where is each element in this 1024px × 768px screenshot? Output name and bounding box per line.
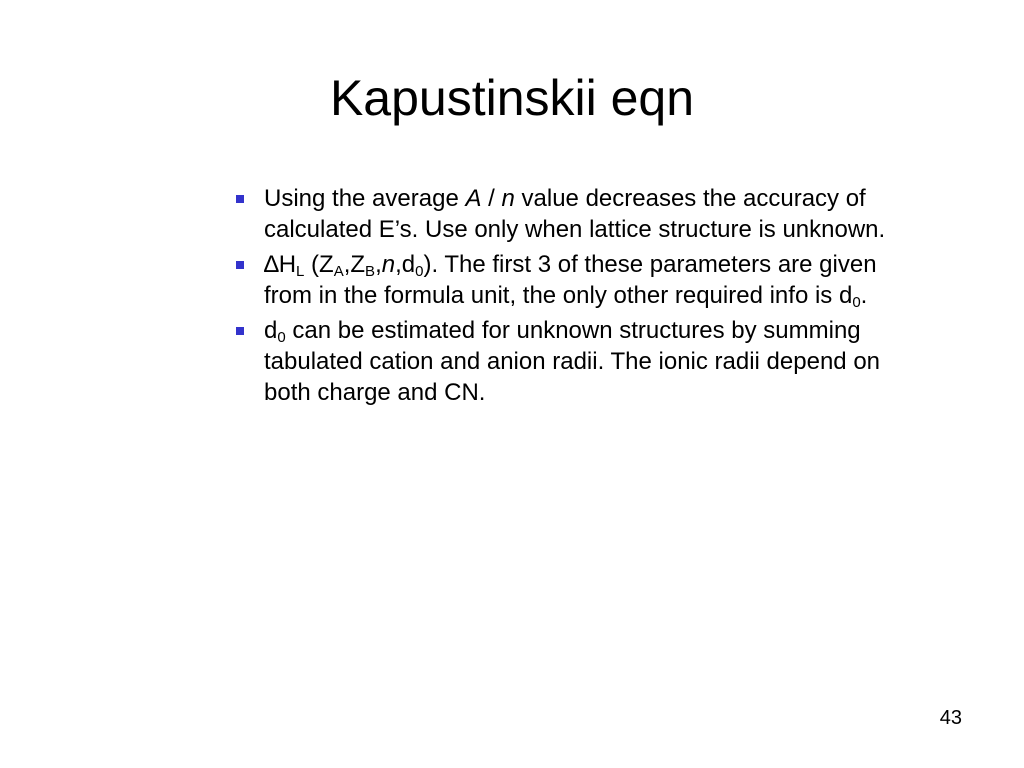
bullet-item-2 <box>233 249 893 311</box>
square-bullet-icon <box>236 261 244 269</box>
bullet-text-part: Using the average <box>264 185 466 212</box>
page-number: 43 <box>939 707 962 729</box>
bullet-text-1 <box>264 183 893 245</box>
delta-symbol: ∆ <box>264 251 279 278</box>
square-bullet-icon <box>236 327 244 335</box>
bullet-text-part: ). The first 3 of these parameters are given from in the formula unit, the only other required info is d <box>264 251 877 309</box>
square-bullet-icon <box>236 195 244 203</box>
bullet-text-part: / <box>481 185 502 212</box>
italic-a-symbol: A <box>465 185 482 212</box>
bullet-item-3 <box>233 315 893 408</box>
zb-subscript: B <box>365 263 376 280</box>
d-subscript: 0 <box>852 294 861 311</box>
slide-title: Kapustinskii eqn <box>329 70 695 126</box>
bullet-item-1 <box>233 183 893 245</box>
bullet-text-part: value decreases the accuracy of calculated E’s. Use only when lattice structure is unknown. <box>264 185 886 243</box>
italic-n-symbol: n <box>381 251 396 278</box>
bullet-text-part: . <box>860 282 868 309</box>
bullet-text-part: ,d <box>395 251 416 278</box>
h-symbol: H <box>278 251 297 278</box>
bullet-text-part: ,Z <box>343 251 366 278</box>
bullet-text-part: can be estimated for unknown structures by summing tabulated cation and anion radii. The ionic radii depend on both charge and CN. <box>264 317 881 406</box>
d-subscript: 0 <box>277 329 286 346</box>
bullet-list <box>233 183 893 412</box>
italic-n-symbol: n <box>501 185 515 212</box>
d-symbol: d <box>264 317 278 344</box>
za-subscript: A <box>333 263 344 280</box>
d-subscript: 0 <box>415 263 424 280</box>
bullet-text-2 <box>264 249 893 311</box>
bullet-text-part: (Z <box>304 251 334 278</box>
h-subscript: L <box>296 263 305 280</box>
bullet-text-3 <box>264 315 893 408</box>
bullet-text-part: , <box>375 251 382 278</box>
